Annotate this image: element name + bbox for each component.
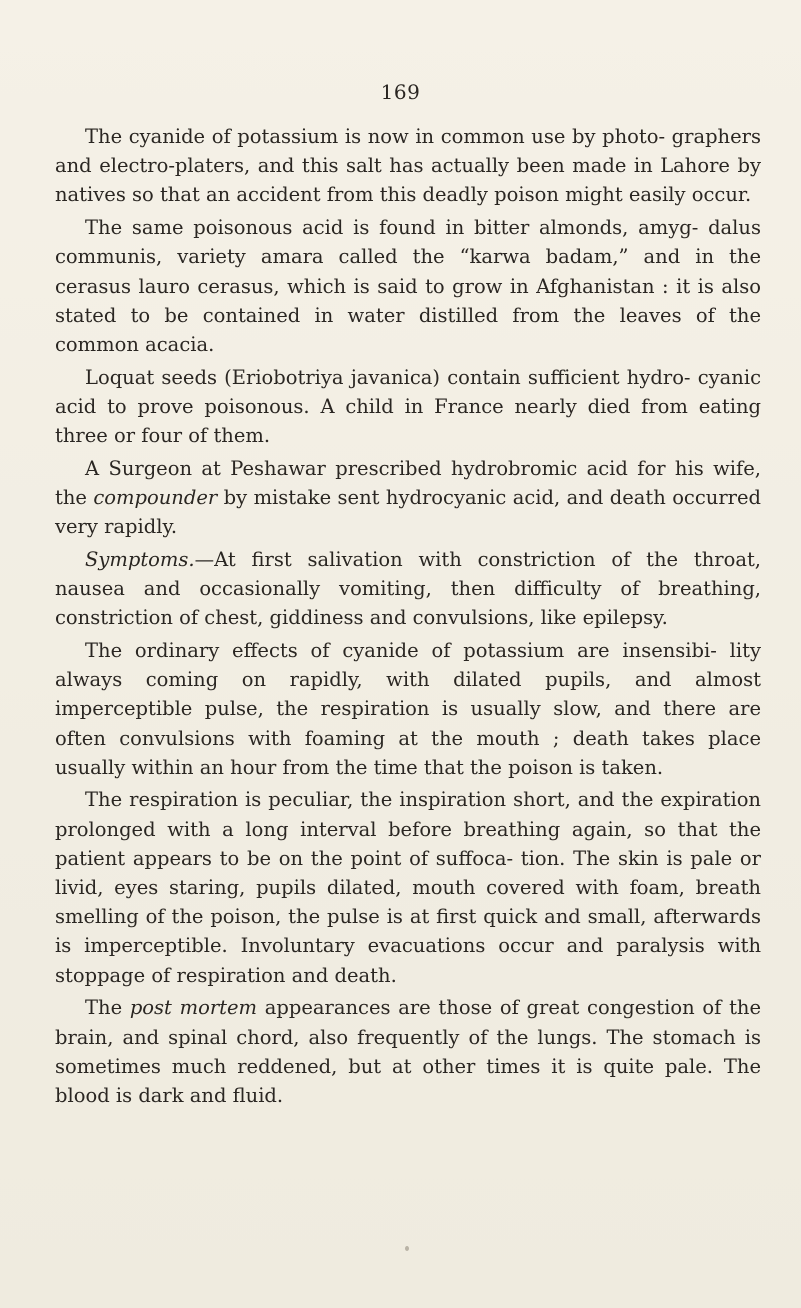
paragraph-text: —At first salivation with constriction of the throat, nausea and occasionally vomiting, then difficulty of breathing, constriction of chest, giddiness and convulsions, like epilepsy. [55,547,761,630]
paragraph-text: The [85,996,130,1020]
paragraph-text: by mistake sent hydrocyanic acid, and death occurred very rapidly. [55,485,762,539]
paper-speck [405,1246,409,1251]
body-text [55,122,761,1114]
italic-term: compounder [93,485,218,509]
paragraph-text: appearances are those of great congestion of the brain, and spinal chord, also frequently of the lungs. The stomach is sometimes much reddened, but at other times it is quite pale. The blood is dark and fluid. [55,996,761,1107]
paragraph-text: A Surgeon at Peshawar prescribed hydrobromic acid for his wife, the [55,456,761,509]
paragraph-symptoms [55,545,761,633]
paragraph-ordinary-effects: The ordinary effects of cyanide of potassium are insensibi- lity always coming on rapidly, with dilated pupils, and almost imperceptible pulse, the respiration is usually slow, and there are often convulsions with foaming at the mouth ; death takes place usually within an hour from the time that the poison is taken. [55,638,761,779]
paragraph-peshawar-surgeon [55,454,761,542]
paragraph-bitter-almonds: The same poisonous acid is found in bitter almonds, amyg- dalus communis, variety amara called the “karwa badam,” and in the cerasus lauro cerasus, which is said to grow in Afghanistan : it is also stated to be contained in water distilled from the leaves of the common acacia. [55,216,761,356]
paragraph-loquat-seeds: Loquat seeds (Eriobotriya javanica) contain sufficient hydro- cyanic acid to prove poisonous. A child in France nearly died from eating three or four of them. [55,365,761,448]
page-number: 169 [380,80,421,104]
paragraph-respiration: The respiration is peculiar, the inspiration short, and the expiration prolonged with a long interval before breathing again, so that the patient appears to be on the point of suffoca- tion. The skin is pale or livid, eyes staring, pupils dilated, mouth covered with foam, breath smelling of the poison, the pulse is at first quick and small, afterwards is imperceptible. Involuntary evacuations occur and paralysis with stoppage of respiration and death. [55,788,761,987]
paragraph-post-mortem [55,993,761,1110]
italic-term: post mortem [129,996,258,1020]
section-heading: Symptoms. [85,547,195,571]
paragraph-cyanide-use: The cyanide of potassium is now in common use by photo- graphers and electro-platers, and this salt has actually been made in Lahore by natives so that an accident from this deadly poison might easily occur. [55,125,761,207]
